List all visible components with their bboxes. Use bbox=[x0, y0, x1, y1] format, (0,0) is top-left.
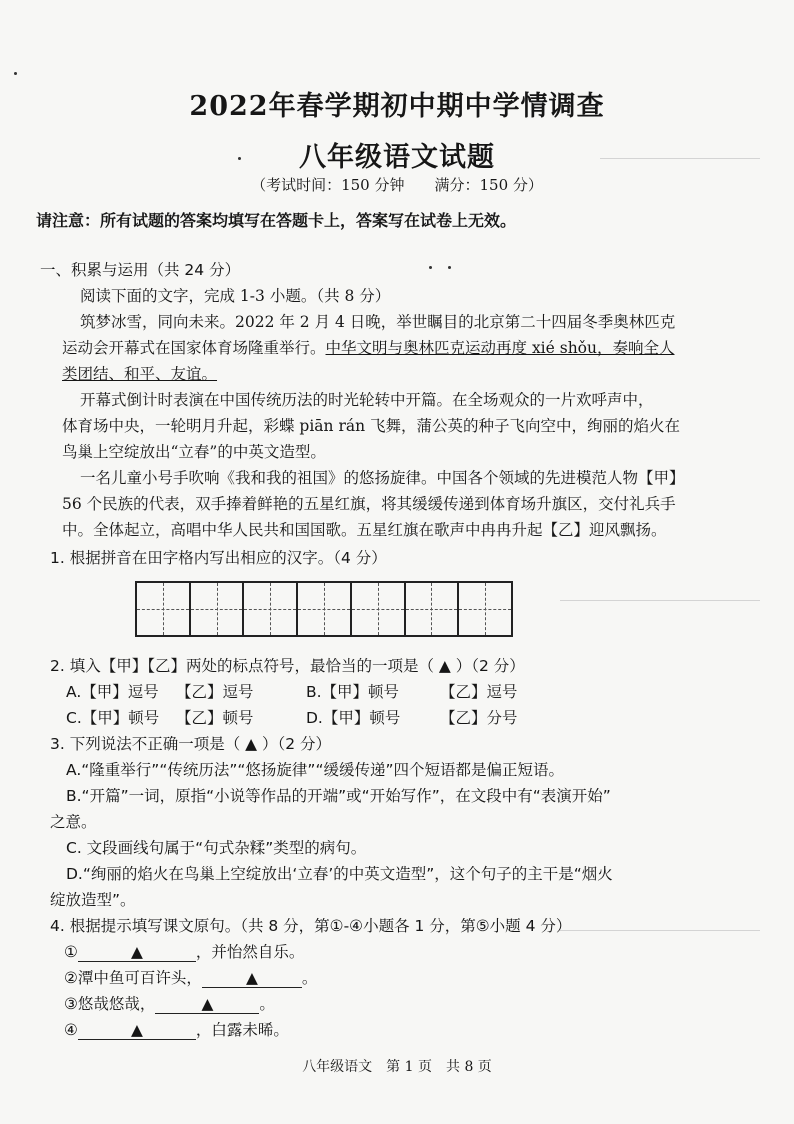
option-a-second: 【乙】逗号 bbox=[176, 683, 254, 701]
grid-cell bbox=[298, 583, 352, 635]
underlined-sentence: 类团结、和平、友谊。 bbox=[62, 365, 218, 383]
fill-suffix: 。 bbox=[301, 969, 318, 987]
fill-suffix: 。 bbox=[259, 995, 275, 1013]
page-footer: 八年级语文 第 1 页 共 8 页 bbox=[302, 1059, 492, 1075]
answer-blank: ▲ bbox=[155, 995, 259, 1014]
section-heading: 一、积累与运用（共 24 分） bbox=[40, 261, 241, 279]
option-b-cont: 之意。 bbox=[50, 813, 97, 831]
answer-blank: ▲ bbox=[78, 1021, 196, 1040]
option-b-second: 【乙】逗号 bbox=[440, 683, 518, 701]
fill-item bbox=[64, 992, 275, 1014]
passage-line bbox=[62, 362, 217, 384]
passage-line: 56 个民族的代表，双手捧着鲜艳的五星红旗，将其缓缓传递到体育场升旗区，交付礼兵手 bbox=[62, 495, 676, 513]
grid-cell bbox=[406, 583, 460, 635]
fill-prefix: ②潭中鱼可百许头， bbox=[64, 969, 202, 987]
option-b: B.【甲】顿号 bbox=[306, 683, 400, 701]
fill-prefix: ③悠哉悠哉， bbox=[64, 995, 156, 1013]
scan-speck bbox=[14, 72, 17, 75]
passage-line: 中。全体起立，高唱中华人民共和国国歌。五星红旗在歌声中冉冉升起【乙】迎风飘扬。 bbox=[62, 521, 667, 539]
option-c: C.【甲】顿号 bbox=[66, 709, 160, 727]
passage-text: 运动会开幕式在国家体育场隆重举行。 bbox=[62, 339, 326, 357]
grid-cell bbox=[244, 583, 298, 635]
option-d-cont: 绽放造型”。 bbox=[50, 891, 136, 909]
fill-suffix: ，并怡然自乐。 bbox=[195, 943, 305, 961]
question-1: 1. 根据拼音在田字格内写出相应的汉字。（4 分） bbox=[50, 549, 387, 567]
question-4: 4. 根据提示填写课文原句。（共 8 分，第①-④小题各 1 分，第⑤小题 4 分） bbox=[50, 917, 572, 935]
character-grid bbox=[135, 581, 513, 637]
passage-line: 筑梦冰雪，同向未来。2022 年 2 月 4 日晚，举世瞩目的北京第二十四届冬季奥林匹克 bbox=[80, 313, 676, 331]
passage-line: 体育场中央，一轮明月升起，彩蝶 piān rán 飞舞，蒲公英的种子飞向空中，绚丽的焰火在 bbox=[62, 417, 681, 435]
exam-meta: （考试时间：150 分钟 满分：150 分） bbox=[251, 176, 543, 194]
passage-line bbox=[62, 336, 675, 358]
question-2: 2. 填入【甲】【乙】两处的标点符号，最恰当的一项是（ ▲ ）（2 分） bbox=[50, 657, 525, 675]
grid-cell bbox=[352, 583, 406, 635]
option-d: D.【甲】顿号 bbox=[306, 709, 401, 727]
exam-title: 2022年春学期初中期中学情调查 bbox=[189, 91, 605, 122]
fill-suffix: ，白露未晞。 bbox=[195, 1021, 289, 1039]
option-c-second: 【乙】顿号 bbox=[176, 709, 254, 727]
bleed-through-line bbox=[560, 930, 760, 931]
answer-blank: ▲ bbox=[202, 969, 302, 988]
fill-item bbox=[64, 966, 317, 988]
option-a: A.【甲】逗号 bbox=[66, 683, 159, 701]
underlined-sentence: 中华文明与奥林匹克运动再度 xié shǒu，奏响全人 bbox=[325, 339, 675, 357]
passage-line: 鸟巢上空绽放出“立春”的中英文造型。 bbox=[62, 443, 326, 461]
option-c: C. 文段画线句属于“句式杂糅”类型的病句。 bbox=[66, 839, 367, 857]
exam-notice: 请注意：所有试题的答案均填写在答题卡上，答案写在试卷上无效。 bbox=[36, 211, 517, 230]
fill-item bbox=[64, 1018, 289, 1040]
exam-subtitle: 八年级语文试题 bbox=[299, 142, 495, 173]
option-a: A.“隆重举行”“传统历法”“悠扬旋律”“缓缓传递”四个短语都是偏正短语。 bbox=[66, 761, 565, 779]
scan-speck bbox=[448, 266, 451, 269]
bleed-through-line bbox=[560, 600, 760, 601]
fill-item bbox=[64, 940, 304, 962]
reading-intro: 阅读下面的文字，完成 1-3 小题。（共 8 分） bbox=[80, 287, 391, 305]
answer-blank: ▲ bbox=[78, 943, 196, 962]
scan-speck bbox=[238, 157, 241, 160]
option-b: B.“开篇”一词，原指“小说等作品的开端”或“开始写作”，在文段中有“表演开始” bbox=[66, 787, 611, 805]
grid-cell bbox=[191, 583, 245, 635]
passage-line: 一名儿童小号手吹响《我和我的祖国》的悠扬旋律。中国各个领域的先进模范人物【甲】 bbox=[80, 469, 685, 487]
option-d-second: 【乙】分号 bbox=[440, 709, 518, 727]
grid-cell bbox=[137, 583, 191, 635]
option-d: D.“绚丽的焰火在鸟巢上空绽放出‘立春’的中英文造型”，这个句子的主干是“烟火 bbox=[66, 865, 613, 883]
grid-cell bbox=[459, 583, 511, 635]
question-3: 3. 下列说法不正确一项是（ ▲ ）（2 分） bbox=[50, 735, 332, 753]
fill-prefix: ① bbox=[64, 943, 78, 961]
passage-line: 开幕式倒计时表演在中国传统历法的时光轮转中开篇。在全场观众的一片欢呼声中， bbox=[80, 391, 654, 409]
fill-prefix: ④ bbox=[64, 1021, 78, 1039]
scan-speck bbox=[429, 266, 432, 269]
